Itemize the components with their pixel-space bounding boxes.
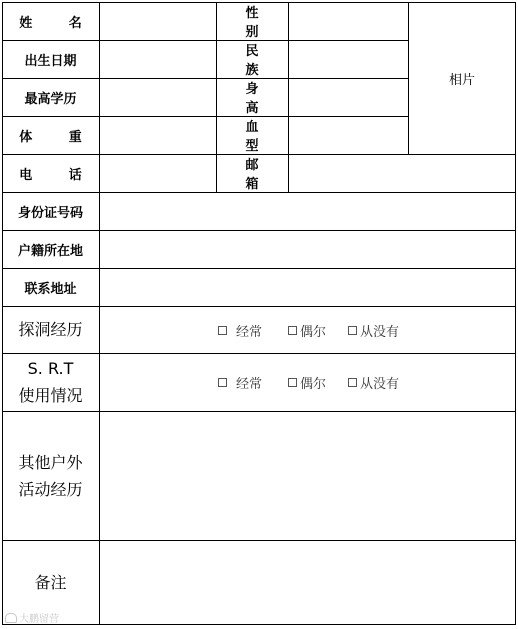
height-field[interactable] [289, 79, 408, 116]
option-occasionally[interactable] [288, 321, 326, 340]
birth-date-field[interactable] [100, 41, 216, 78]
option-never-label: 从没有 [360, 377, 400, 392]
outdoor-experience-label [2, 411, 99, 540]
outdoor-label-line1: 其他户外 [18, 452, 83, 472]
grid-line [2, 624, 516, 625]
education-label: 最高学历 [24, 91, 77, 107]
srt-usage-options [100, 354, 515, 411]
checkbox-icon[interactable] [348, 378, 357, 387]
blood-type-field[interactable] [289, 117, 408, 154]
checkbox-icon[interactable] [218, 378, 227, 387]
id-number-field[interactable] [100, 193, 515, 230]
name-label: 姓 名 [19, 15, 98, 31]
option-never[interactable] [348, 373, 399, 392]
blood-type-label: 血 型 [245, 120, 275, 154]
photo-label: 相片 [448, 73, 475, 88]
email-label: 邮 箱 [245, 158, 275, 192]
option-never-label: 从没有 [360, 324, 400, 340]
hukou-label: 户籍所在地 [17, 243, 83, 259]
weight-label: 体 重 [19, 129, 98, 145]
outdoor-label-line2: 活动经历 [18, 479, 83, 499]
checkbox-icon[interactable] [288, 326, 297, 335]
option-occasionally[interactable] [288, 373, 326, 392]
option-occasionally-label: 偶尔 [300, 324, 327, 340]
srt-label-line2: 使用情况 [18, 386, 83, 405]
phone-label: 电 话 [19, 167, 98, 183]
address-label: 联系地址 [24, 281, 77, 297]
id-number-label: 身份证号码 [17, 205, 83, 221]
option-occasionally-label: 偶尔 [300, 377, 327, 392]
name-field[interactable] [100, 3, 216, 40]
cave-experience-text: 探洞经历 [18, 320, 83, 339]
cave-experience-label [2, 306, 99, 353]
ethnicity-label: 民 族 [245, 44, 275, 78]
weibo-icon [5, 613, 17, 623]
education-field[interactable] [100, 79, 216, 116]
address-field[interactable] [100, 269, 515, 306]
hukou-field[interactable] [100, 231, 515, 268]
grid-line [515, 2, 516, 625]
srt-label-line1: S. R.T [27, 359, 74, 378]
srt-usage-label [2, 353, 99, 411]
photo-box[interactable] [409, 3, 515, 154]
option-often[interactable] [218, 321, 262, 340]
phone-field[interactable] [100, 155, 216, 192]
checkbox-icon[interactable] [218, 326, 227, 335]
weight-field[interactable] [100, 117, 216, 154]
option-often[interactable] [218, 373, 262, 392]
option-never[interactable] [348, 321, 399, 340]
notes-field[interactable] [100, 541, 515, 624]
option-often-label: 经常 [236, 324, 263, 340]
option-often-label: 经常 [236, 377, 263, 392]
ethnicity-field[interactable] [289, 41, 408, 78]
gender-field[interactable] [289, 3, 408, 40]
cave-experience-options [100, 307, 515, 353]
birth-date-label: 出生日期 [24, 53, 77, 69]
height-label: 身 高 [245, 82, 275, 116]
outdoor-experience-field[interactable] [100, 412, 515, 540]
watermark [5, 610, 59, 625]
checkbox-icon[interactable] [288, 378, 297, 387]
notes-text: 备注 [34, 572, 67, 592]
watermark-text: 大鹏留营 [19, 614, 59, 625]
gender-label: 性 别 [245, 6, 275, 40]
email-field[interactable] [289, 155, 515, 192]
checkbox-icon[interactable] [348, 326, 357, 335]
